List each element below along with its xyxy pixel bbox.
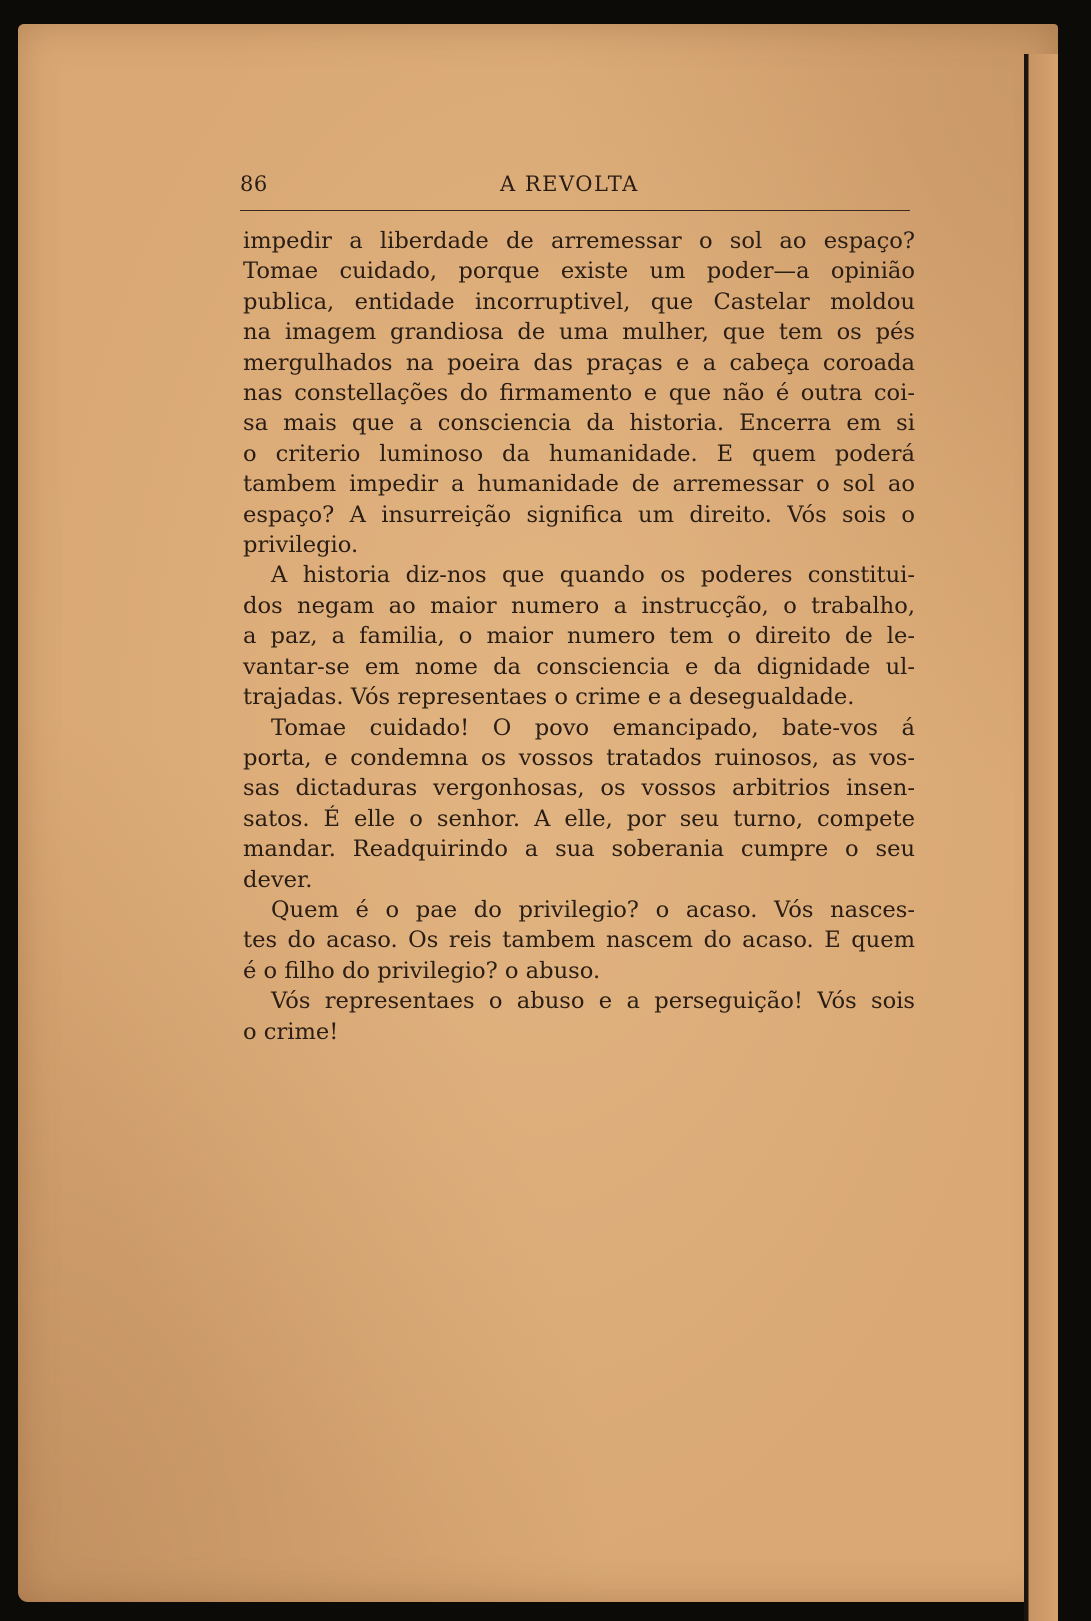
text-line: Vós representaes o abuso e a perseguição! Vós sois	[271, 988, 915, 1015]
page-number: 86	[240, 172, 268, 196]
text-line: impedir a liberdade de arremessar o sol ao espaço?	[243, 228, 915, 254]
text-line: mergulhados na poeira das praças e a cabeça coroada	[243, 349, 915, 376]
adjacent-page-edge	[1024, 54, 1058, 1621]
text-line: publica, entidade incorruptivel, que Castelar moldou	[243, 288, 915, 315]
text-line: dos negam ao maior numero a instrucção, o trabalho,	[243, 592, 915, 619]
text-line: na imagem grandiosa de uma mulher, que tem os pés	[243, 319, 915, 346]
body-text	[243, 226, 915, 1047]
text-line: trajadas. Vós representaes o crime e a desegualdade.	[243, 684, 855, 711]
text-line: é o filho do privilegio? o abuso.	[243, 957, 601, 984]
text-line: A historia diz-nos que quando os poderes constitui-	[271, 562, 915, 589]
text-line: sas dictaduras vergonhosas, os vossos arbitrios insen-	[243, 775, 915, 802]
text-line: a paz, a familia, o maior numero tem o direito de le-	[243, 623, 915, 650]
text-line: nas constellações do firmamento e que não é outra coi-	[243, 380, 915, 407]
text-line: porta, e condemna os vossos tratados ruinosos, as vos-	[243, 744, 915, 771]
page-header	[240, 172, 910, 206]
text-line: sa mais que a consciencia da historia. Encerra em si	[243, 410, 915, 437]
text-line: mandar. Readquirindo a sua soberania cumpre o seu	[243, 836, 915, 863]
text-line: privilegio.	[243, 532, 359, 559]
running-title: A REVOLTA	[500, 172, 639, 196]
text-line: Tomae cuidado, porque existe um poder—a opinião	[243, 258, 915, 285]
text-line: satos. É elle o senhor. A elle, por seu turno, compete	[243, 805, 915, 832]
text-line: o crime!	[243, 1018, 339, 1045]
text-line: o criterio luminoso da humanidade. E quem poderá	[243, 440, 915, 467]
text-line: espaço? A insurreição significa um direito. Vós sois o	[243, 501, 915, 528]
text-line: Quem é o pae do privilegio? o acaso. Vós nasces-	[271, 896, 915, 923]
text-line: dever.	[243, 866, 313, 893]
text-line: Tomae cuidado! O povo emancipado, bate-vos á	[271, 714, 915, 741]
header-rule	[240, 210, 910, 211]
text-line: vantar-se em nome da consciencia e da dignidade ul-	[243, 653, 915, 680]
text-line: tes do acaso. Os reis tambem nascem do acaso. E quem	[243, 927, 915, 954]
text-line: tambem impedir a humanidade de arremessar o sol ao	[243, 471, 915, 498]
